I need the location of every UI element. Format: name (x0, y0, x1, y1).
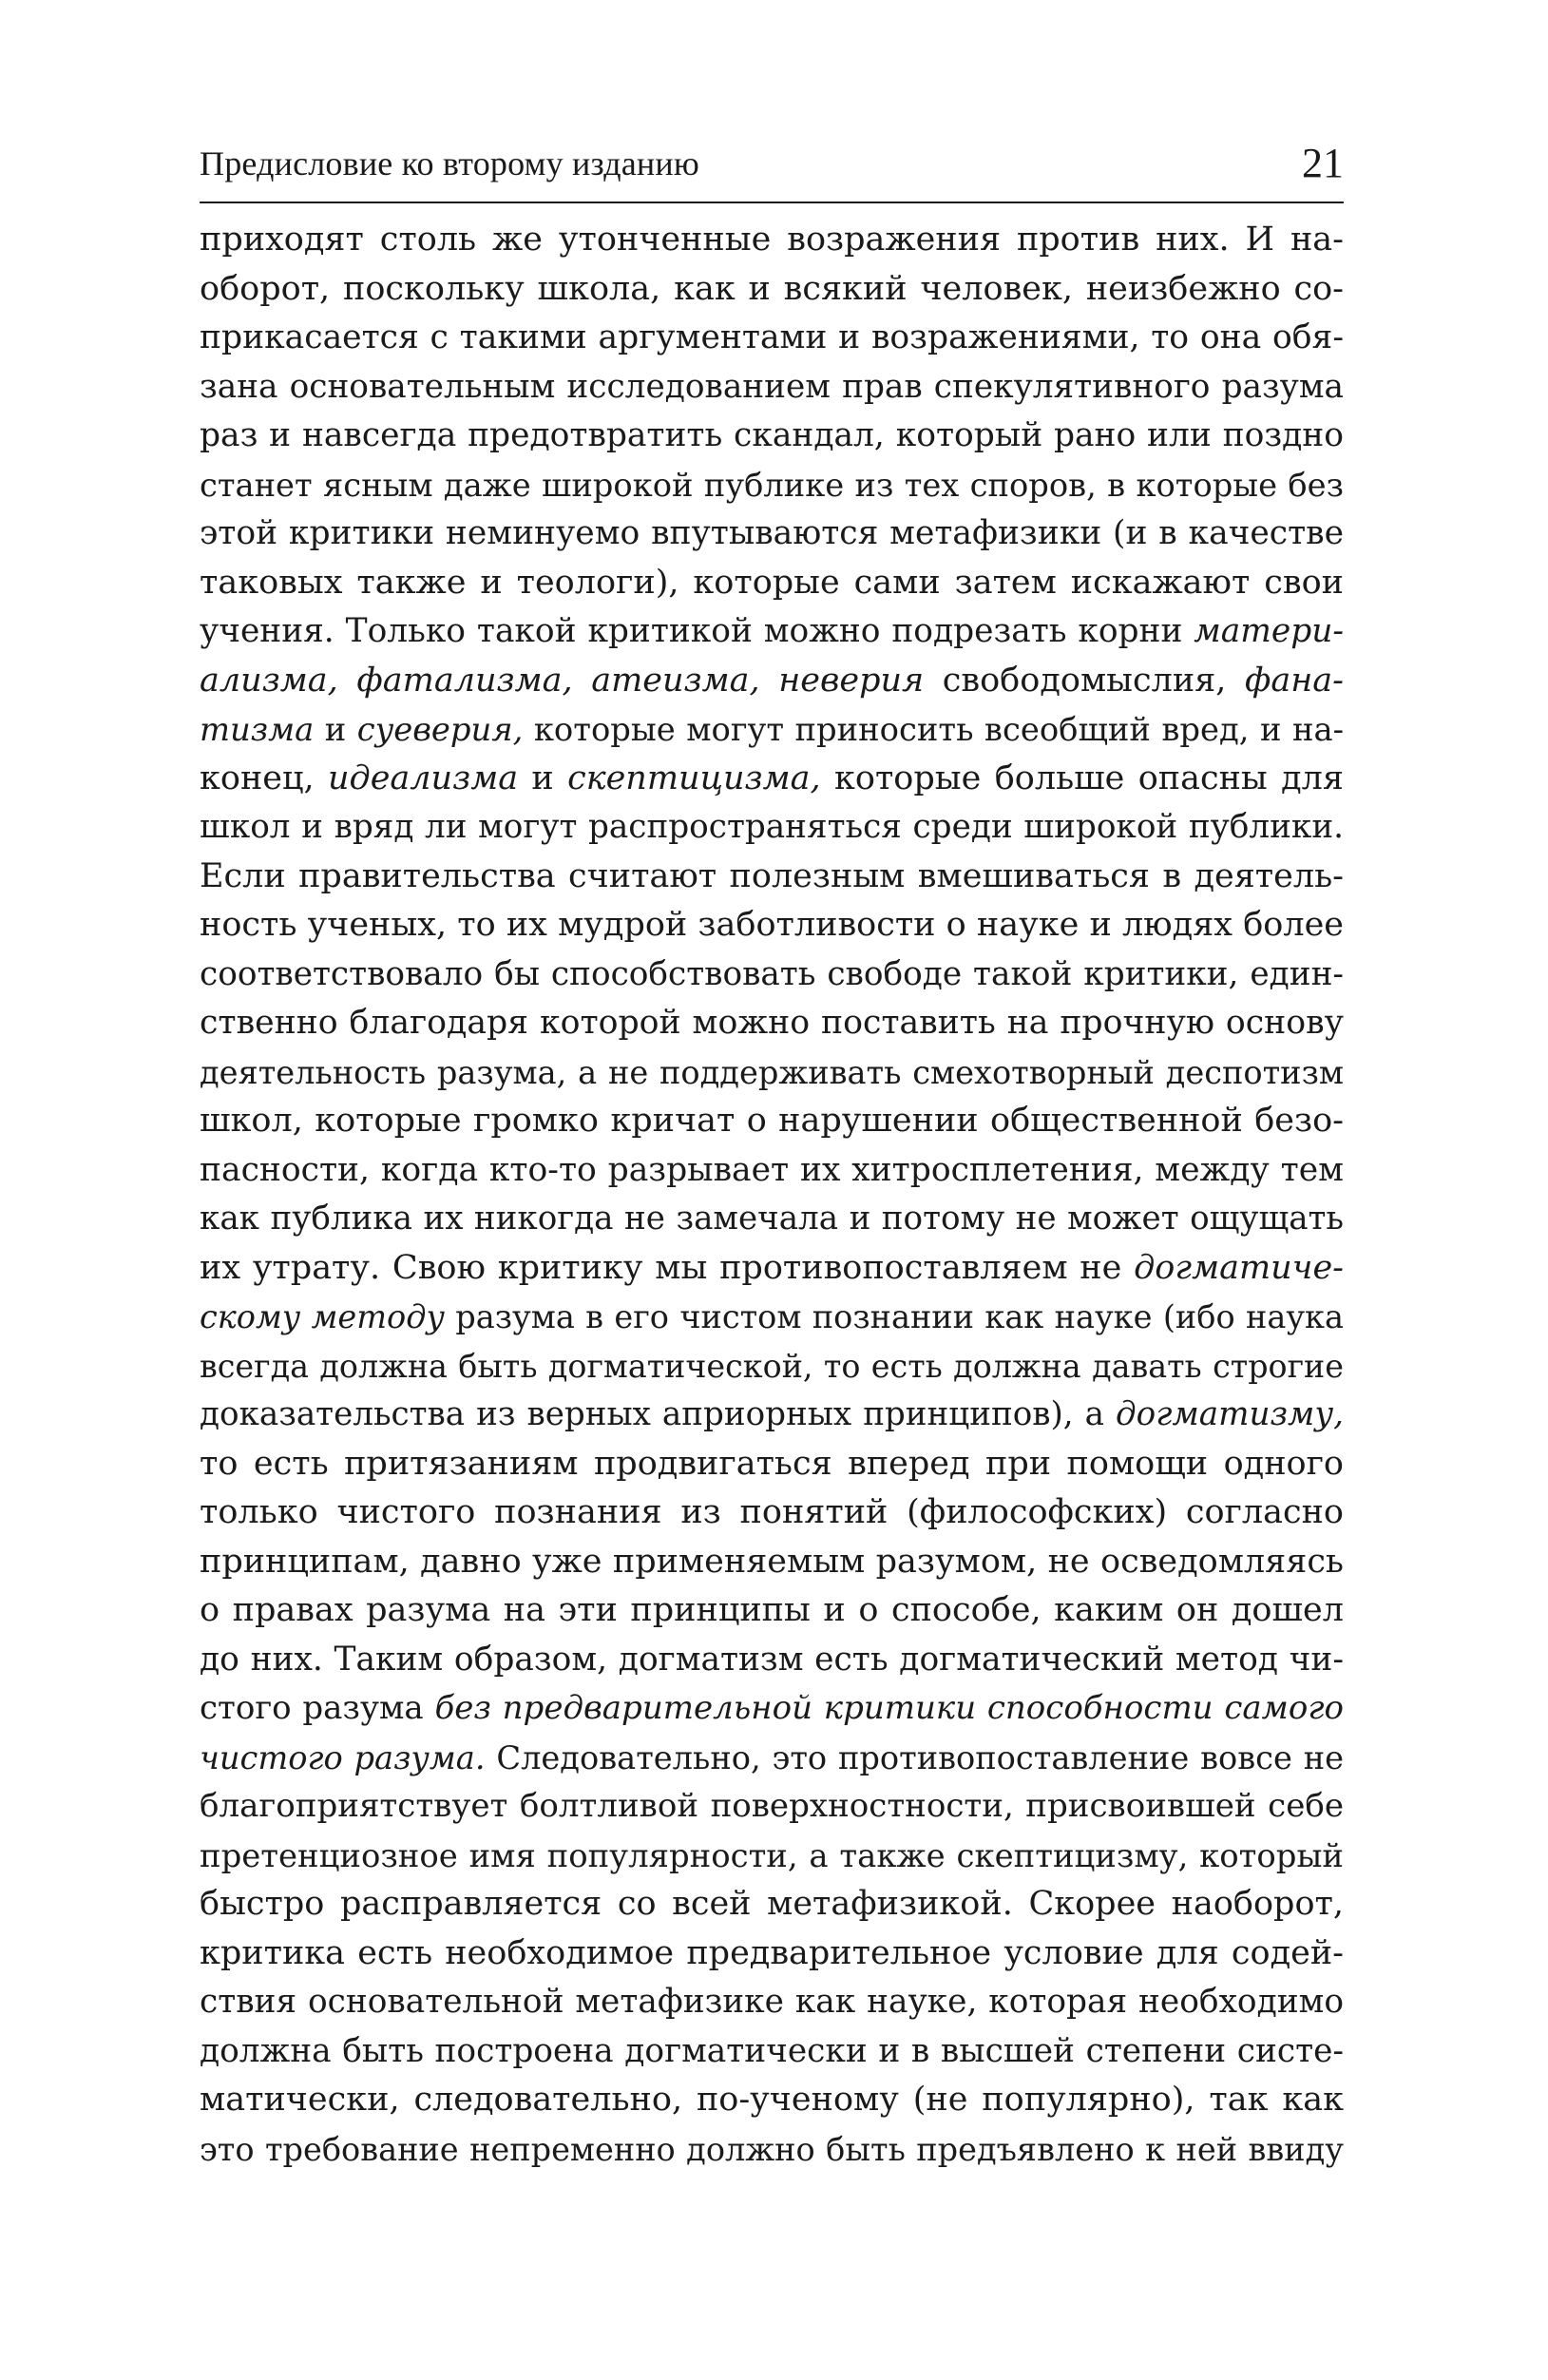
text-segment: претенциозное имя популярности, а также скептицизму, который (200, 1836, 1344, 1874)
text-segment: школ и вряд ли могут распространяться среди широкой публики. (200, 808, 1344, 846)
text-line (200, 950, 1344, 1000)
text-line (200, 1782, 1344, 1832)
text-line (200, 1048, 1344, 1098)
text-segment: это требование непременно должно быть предъявлено к ней ввиду (200, 2130, 1344, 2168)
text-line (200, 363, 1344, 413)
page-number: 21 (1302, 140, 1344, 186)
text-segment: ность ученых, то их мудрой заботливости о науке и людях более (200, 906, 1344, 944)
text-segment: и (518, 758, 568, 797)
text-segment: их утрату. Свою критику мы противопоставляем не (200, 1248, 1135, 1287)
text-segment: до них. Таким образом, догматизм есть догматический метод чи- (200, 1640, 1344, 1679)
text-line (200, 1636, 1344, 1685)
italic-text: тизма (200, 711, 315, 748)
italic-text: скому методу (200, 1298, 445, 1335)
text-segment: свободомыслия, (924, 661, 1245, 700)
text-segment: стого разума (200, 1689, 435, 1727)
text-segment: станет ясным даже широкой публике из тех споров, в которые без (200, 466, 1344, 504)
text-segment: этой критики неминуемо впутываются метафизики (и в качестве (200, 514, 1344, 552)
text-line (200, 1880, 1344, 1929)
text-segment: и (314, 711, 357, 748)
italic-text: идеализма (327, 758, 519, 797)
text-line (200, 1684, 1344, 1734)
text-line (200, 1488, 1344, 1538)
text-line (200, 1146, 1344, 1196)
italic-text: ализма, фатализма, атеизма, неверия (200, 661, 925, 700)
text-line (200, 314, 1344, 363)
body-text (200, 216, 1344, 2174)
text-segment: доказательства из верных априорных принципов), а (200, 1395, 1117, 1433)
text-line (200, 1391, 1344, 1440)
text-segment: быстро расправляется со всей метафизикой. Скорее наоборот, (200, 1885, 1344, 1923)
text-segment: которые могут приносить всеобщий вред, и на- (523, 711, 1345, 748)
text-segment: прикасается с такими аргументами и возражениями, то она обя- (200, 318, 1344, 356)
text-segment: деятельность разума, а не поддерживать смехотворный деспотизм (200, 1053, 1344, 1091)
text-segment: ствия основательной метафизике как науке, которая необходимо (200, 1983, 1344, 2021)
text-segment: оборот, поскольку школа, как и всякий человек, неизбежно со- (200, 269, 1344, 308)
italic-text: суеверия, (356, 711, 524, 748)
text-segment: должна быть построена догматически и в высшей степени систе- (200, 2031, 1344, 2070)
text-line (200, 1244, 1344, 1294)
text-segment: пасности, когда кто-то разрывает их хитросплетения, между тем (200, 1150, 1344, 1189)
text-segment: матически, следовательно, по-ученому (не популярно), так как (200, 2081, 1344, 2119)
text-line (200, 1832, 1344, 1881)
text-segment: которые больше опасны для (820, 758, 1344, 797)
text-segment: критика есть необходимое предварительное условие для содей- (200, 1933, 1344, 1972)
italic-text: фана- (1244, 661, 1344, 700)
text-segment: о правах разума на эти принципы и о способе, каким он дошел (200, 1591, 1344, 1629)
text-segment: конец, (200, 758, 328, 797)
italic-text: матери- (1194, 612, 1344, 650)
running-title: Предисловие ко второму изданию (200, 144, 699, 182)
text-line (200, 1978, 1344, 2027)
text-line (200, 901, 1344, 950)
text-line (200, 657, 1344, 706)
text-line (200, 1538, 1344, 1587)
text-line (200, 999, 1344, 1048)
italic-text: догматизму, (1116, 1395, 1344, 1433)
text-segment: то есть притязаниям продвигаться вперед при помощи одного (200, 1444, 1344, 1483)
text-line (200, 1097, 1344, 1146)
text-segment: зана основательным исследованием прав спекулятивного разума (200, 367, 1344, 406)
text-line (200, 1342, 1344, 1392)
text-segment: ственно благодаря которой можно поставить на прочную основу (200, 1004, 1344, 1042)
italic-text: скептицизма, (567, 758, 821, 797)
text-line (200, 607, 1344, 657)
running-head (200, 135, 1344, 192)
text-line (200, 1929, 1344, 1979)
text-line (200, 509, 1344, 559)
text-segment: как публика их никогда не замечала и потому не может ощущать (200, 1200, 1344, 1238)
book-page (200, 0, 1344, 2380)
text-segment: таковых также и теологи), которые сами затем искажают свои (200, 563, 1344, 602)
italic-text: чистого разума. (200, 1738, 486, 1776)
text-segment: приходят столь же утонченные возражения против них. И на- (200, 221, 1344, 259)
text-line (200, 1440, 1344, 1489)
text-line (200, 265, 1344, 315)
text-line (200, 853, 1344, 902)
text-line (200, 755, 1344, 804)
italic-text: без предварительной критики способности самого (434, 1689, 1344, 1727)
header-rule (200, 202, 1344, 203)
text-segment: благоприятствует болтливой поверхностности, присвоившей себе (200, 1787, 1344, 1825)
text-line (200, 1734, 1344, 1783)
italic-text: догматиче- (1134, 1248, 1344, 1287)
text-line (200, 1293, 1344, 1342)
text-line (200, 705, 1344, 755)
text-line (200, 2125, 1344, 2175)
text-line (200, 803, 1344, 853)
text-segment: принципам, давно уже применяемым разумом, не осведомляясь (200, 1542, 1344, 1581)
text-segment: учения. Только такой критикой можно подрезать корни (200, 612, 1194, 650)
text-line (200, 1586, 1344, 1636)
text-line (200, 2027, 1344, 2077)
text-segment: только чистого познания из понятий (философских) согласно (200, 1493, 1344, 1531)
text-segment: всегда должна быть догматической, то есть должна давать строгие (200, 1347, 1344, 1385)
text-segment: школ, которые громко кричат о нарушении общественной безо- (200, 1102, 1344, 1140)
text-line (200, 412, 1344, 461)
text-segment: разума в его чистом познании как науке (ибо наука (444, 1298, 1344, 1335)
text-line (200, 559, 1344, 608)
text-segment: раз и навсегда предотвратить скандал, который рано или поздно (200, 416, 1344, 454)
text-line (200, 461, 1344, 510)
text-segment: Следовательно, это противопоставление вовсе не (485, 1738, 1344, 1776)
text-line (200, 216, 1344, 265)
text-line (200, 2076, 1344, 2125)
text-segment: Если правительства считают полезным вмешиваться в деятель- (200, 856, 1344, 895)
text-segment: соответствовало бы способствовать свободе такой критики, един- (200, 954, 1344, 993)
text-line (200, 1195, 1344, 1244)
